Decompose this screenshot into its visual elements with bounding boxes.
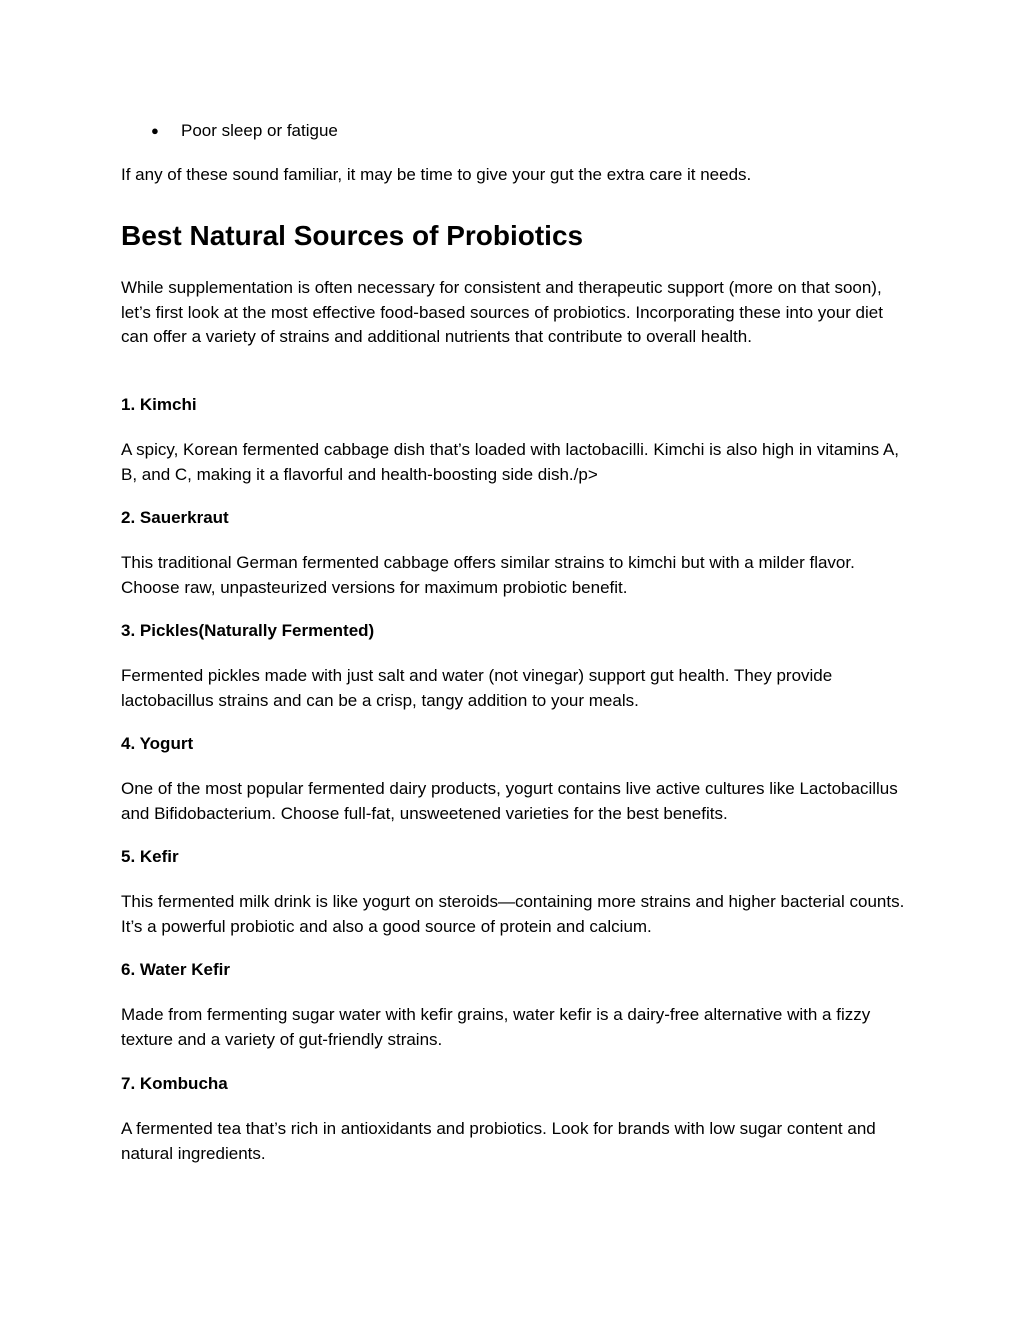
intro-paragraph: If any of these sound familiar, it may be time to give your gut the extra care it needs.: [121, 165, 752, 184]
source-title-pickles: 3. Pickles(Naturally Fermented): [121, 621, 375, 640]
source-text-sauerkraut: This traditional German fermented cabbage offers similar strains to kimchi but with a milder flavor. Choose raw, unpasteurized versions for maximum probiotic benefit.: [121, 553, 855, 597]
source-text-pickles: Fermented pickles made with just salt and water (not vinegar) support gut health. They provide lactobacillus strains and can be a crisp, tangy addition to your meals.: [121, 666, 833, 710]
source-text-kefir: This fermented milk drink is like yogurt on steroids—containing more strains and higher bacterial counts. It’s a powerful probiotic and also a good source of protein and calcium.: [121, 892, 905, 936]
section-heading: Best Natural Sources of Probiotics: [121, 220, 584, 251]
bullet-text: Poor sleep or fatigue: [181, 121, 338, 140]
source-text-kimchi: A spicy, Korean fermented cabbage dish that’s loaded with lactobacilli. Kimchi is also high in vitamins A, B, and C, making it a flavorful and health-boosting side dish./p>: [121, 440, 900, 484]
source-text-kombucha: A fermented tea that’s rich in antioxidants and probiotics. Look for brands with low sugar content and natural ingredients.: [121, 1119, 876, 1163]
bullet-list-item: [151, 119, 338, 143]
source-text-water-kefir: Made from fermenting sugar water with kefir grains, water kefir is a dairy-free alternative with a fizzy texture and a variety of gut-friendly strains.: [121, 1005, 871, 1049]
lead-paragraph: While supplementation is often necessary for consistent and therapeutic support (more on that soon), let’s first look at the most effective food-based sources of probiotics. Incorporating these into your diet can offer a variety of strains and additional nutrients that contribute to overall health.: [121, 278, 883, 346]
source-title-sauerkraut: 2. Sauerkraut: [121, 508, 229, 527]
source-title-water-kefir: 6. Water Kefir: [121, 960, 230, 979]
source-text-yogurt: One of the most popular fermented dairy products, yogurt contains live active cultures like Lactobacillus and Bifidobacterium. Choose full-fat, unsweetened varieties for the best benefits.: [121, 779, 898, 823]
source-title-yogurt: 4. Yogurt: [121, 734, 194, 753]
bullet-icon: ●: [151, 123, 159, 138]
source-title-kimchi: 1. Kimchi: [121, 395, 197, 414]
source-title-kombucha: 7. Kombucha: [121, 1074, 228, 1093]
source-title-kefir: 5. Kefir: [121, 847, 179, 866]
